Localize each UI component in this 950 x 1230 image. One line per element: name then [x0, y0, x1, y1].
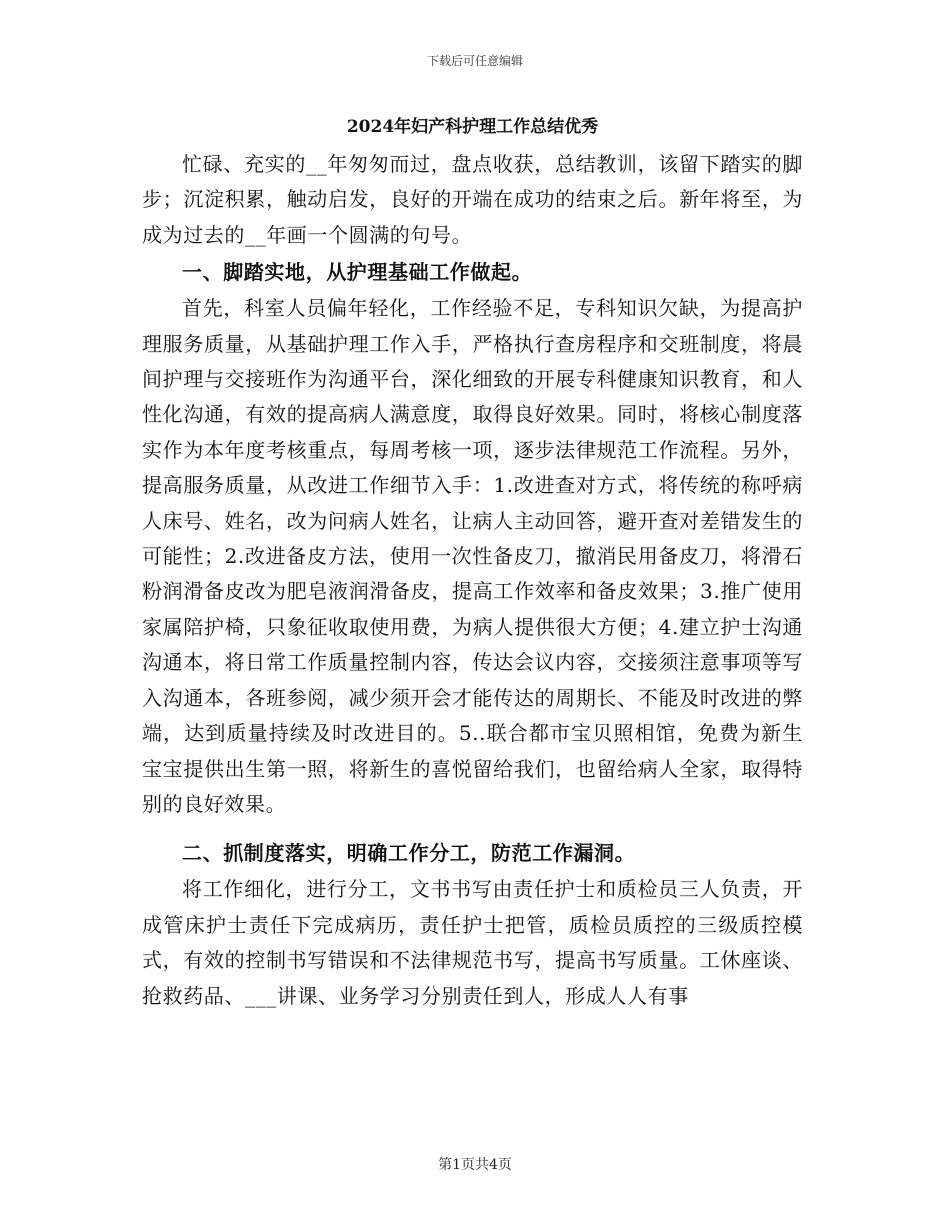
section-2-heading: 二、抓制度落实，明确工作分工，防范工作漏洞。: [182, 841, 636, 866]
intro-paragraph: 忙碌、充实的__年匆匆而过，盘点收获，总结教训，该留下踏实的脚步；沉淀积累，触动启发，良好的开端在成功的结束之后。新年将至，为成为过去的__年画一个圆满的句号。: [142, 152, 803, 247]
section-2-paragraph: 将工作细化，进行分工，文书书写由责任护士和质检员三人负责，开成管床护士责任下完成病历，责任护士把管，质检员质控的三级质控模式，有效的控制书写错误和不法律规范书写，提高书写质量。工休座谈、抢救药品、___讲课、业务学习分别责任到人，形成人人有事: [142, 877, 803, 1008]
section-1-paragraph: 首先，科室人员偏年轻化，工作经验不足，专科知识欠缺，为提高护理服务质量，从基础护理工作入手，严格执行查房程序和交班制度，将晨间护理与交接班作为沟通平台，深化细致的开展专科健康知识教育，和人性化沟通，有效的提高病人满意度，取得良好效果。同时，将核心制度落实作为本年度考核重点，每周考核一项，逐步法律规范工作流程。另外，提高服务质量，从改进工作细节入手：1.改进查对方式，将传统的称呼病人床号、姓名，改为问病人姓名，让病人主动回答，避开查对差错发生的可能性；2.改进备皮方法，使用一次性备皮刀，撤消民用备皮刀，将滑石粉润滑备皮改为肥皂液润滑备皮，提高工作效率和备皮效果；3.推广使用家属陪护椅，只象征收取使用费，为病人提供很大方便；4.建立护士沟通沟通本，将日常工作质量控制内容，传达会议内容，交接须注意事项等写入沟通本，各班参阅，减少须开会才能传达的周期长、不能及时改进的弊端，达到质量持续及时改进目的。5..联合都市宝贝照相馆，免费为新生宝宝提供出生第一照，将新生的喜悦留给我们，也留给病人全家，取得特别的良好效果。: [142, 296, 803, 816]
document-body: [142, 147, 803, 1014]
page-header-note: 下载后可任意编辑: [426, 54, 523, 68]
section-1-heading: 一、脚踏实地，从护理基础工作做起。: [182, 260, 533, 285]
page-number-footer: 第1页共4页: [438, 1157, 512, 1173]
document-title: 2024年妇产科护理工作总结优秀: [346, 117, 599, 137]
section-spacer: [142, 822, 803, 834]
